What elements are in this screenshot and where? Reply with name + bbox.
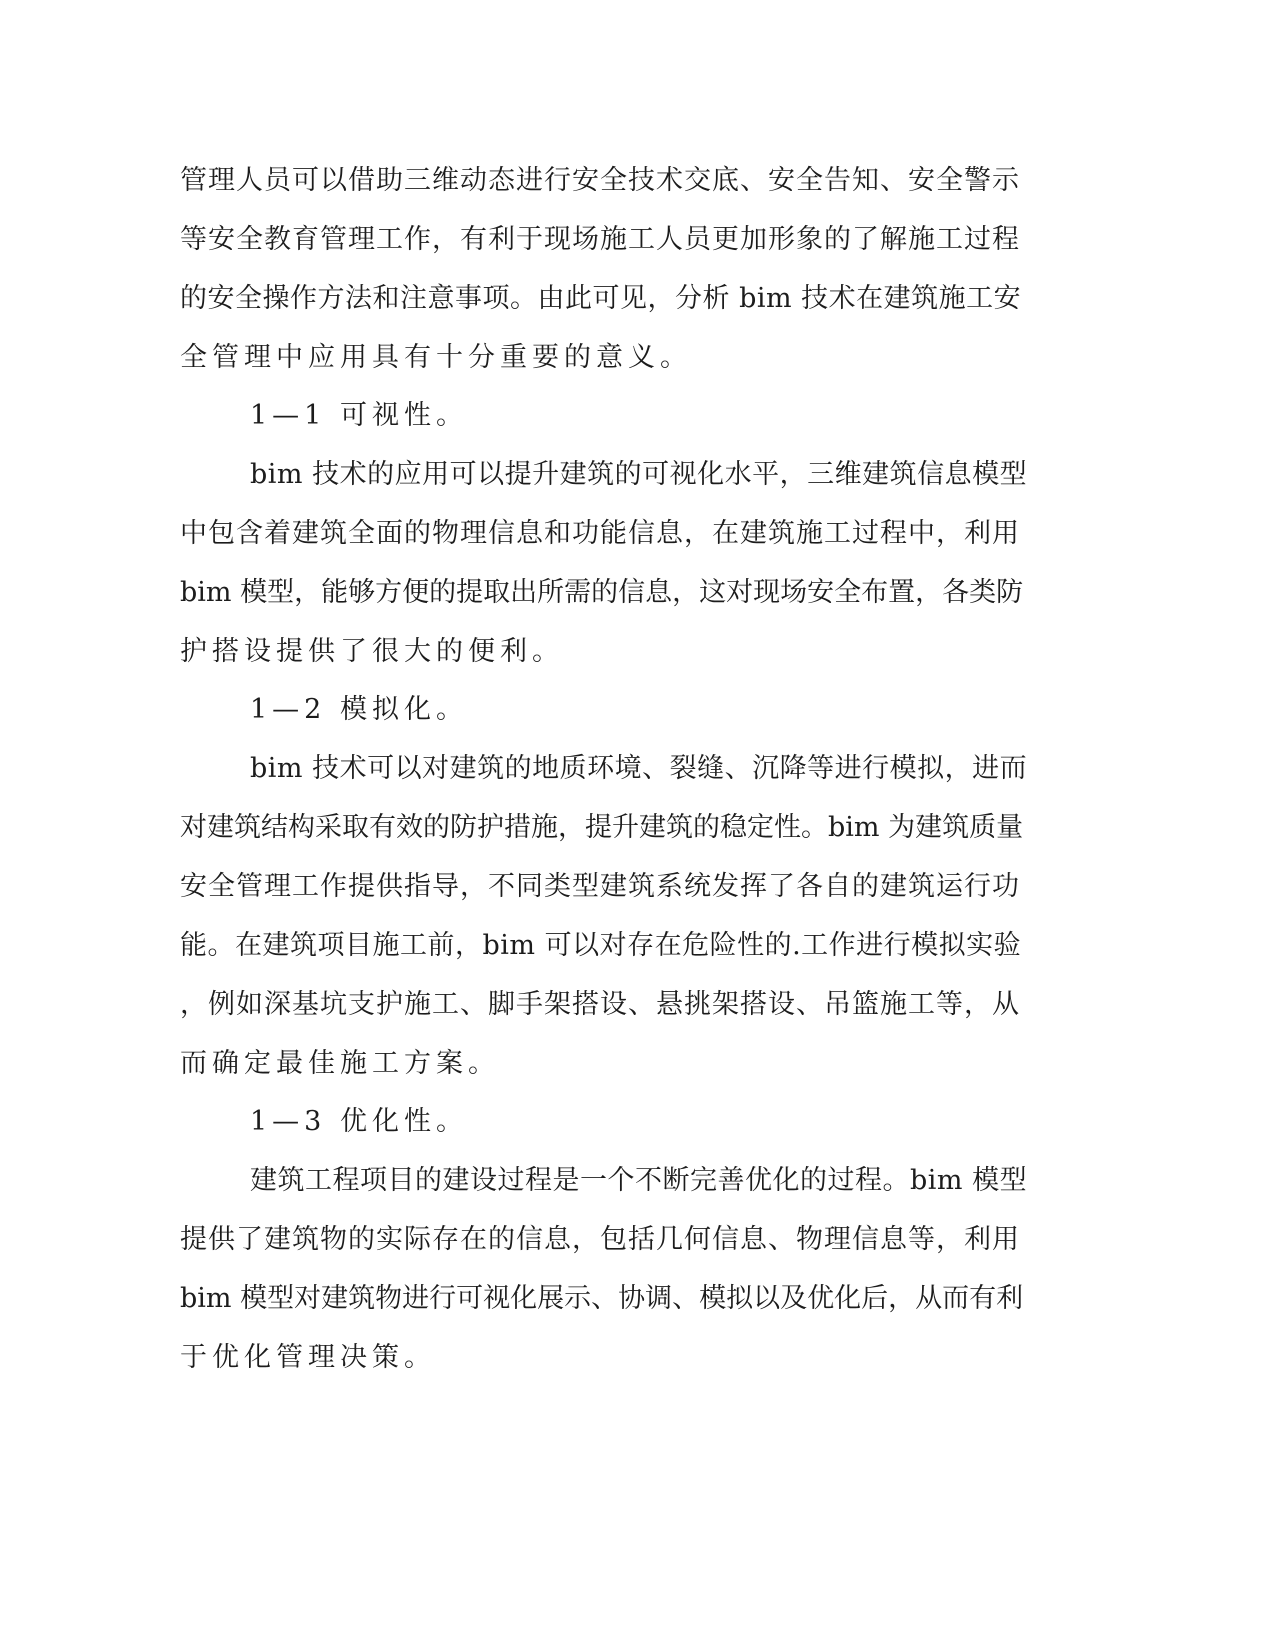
text-line: 于优化管理决策。	[180, 1342, 436, 1373]
section-heading: 1—1 可视性。	[250, 400, 468, 431]
text-line: 管理人员可以借助三维动态进行安全技术交底、安全告知、安全警示	[180, 165, 1020, 196]
text-line: bim 技术可以对建筑的地质环境、裂缝、沉降等进行模拟，进而	[250, 753, 1028, 784]
text-line: 等安全教育管理工作，有利于现场施工人员更加形象的了解施工过程	[180, 224, 1020, 255]
section-heading: 1—2 模拟化。	[250, 694, 468, 725]
text-line: 对建筑结构采取有效的防护措施，提升建筑的稳定性。bim 为建筑质量	[180, 812, 1024, 843]
text-line: 全管理中应用具有十分重要的意义。	[180, 342, 692, 373]
section-heading: 1—3 优化性。	[250, 1106, 468, 1137]
text-line: bim 模型，能够方便的提取出所需的信息，这对现场安全布置，各类防	[180, 577, 1024, 608]
text-line: 提供了建筑物的实际存在的信息，包括几何信息、物理信息等，利用	[180, 1224, 1020, 1255]
text-line: 护搭设提供了很大的便利。	[180, 636, 564, 667]
text-line: 而确定最佳施工方案。	[180, 1048, 500, 1079]
text-line: bim 技术的应用可以提升建筑的可视化水平，三维建筑信息模型	[250, 459, 1028, 490]
text-line: 能。在建筑项目施工前，bim 可以对存在危险性的.工作进行模拟实验	[180, 930, 1022, 961]
text-line: 的安全操作方法和注意事项。由此可见，分析 bim 技术在建筑施工安	[180, 283, 1022, 314]
text-line: 安全管理工作提供指导，不同类型建筑系统发挥了各自的建筑运行功	[180, 871, 1020, 902]
text-line: 建筑工程项目的建设过程是一个不断完善优化的过程。bim 模型	[250, 1165, 1028, 1196]
text-line: bim 模型对建筑物进行可视化展示、协调、模拟以及优化后，从而有利	[180, 1283, 1024, 1314]
text-line: ，例如深基坑支护施工、脚手架搭设、悬挑架搭设、吊篮施工等，从	[180, 989, 1020, 1020]
text-line: 中包含着建筑全面的物理信息和功能信息，在建筑施工过程中，利用	[180, 518, 1020, 549]
